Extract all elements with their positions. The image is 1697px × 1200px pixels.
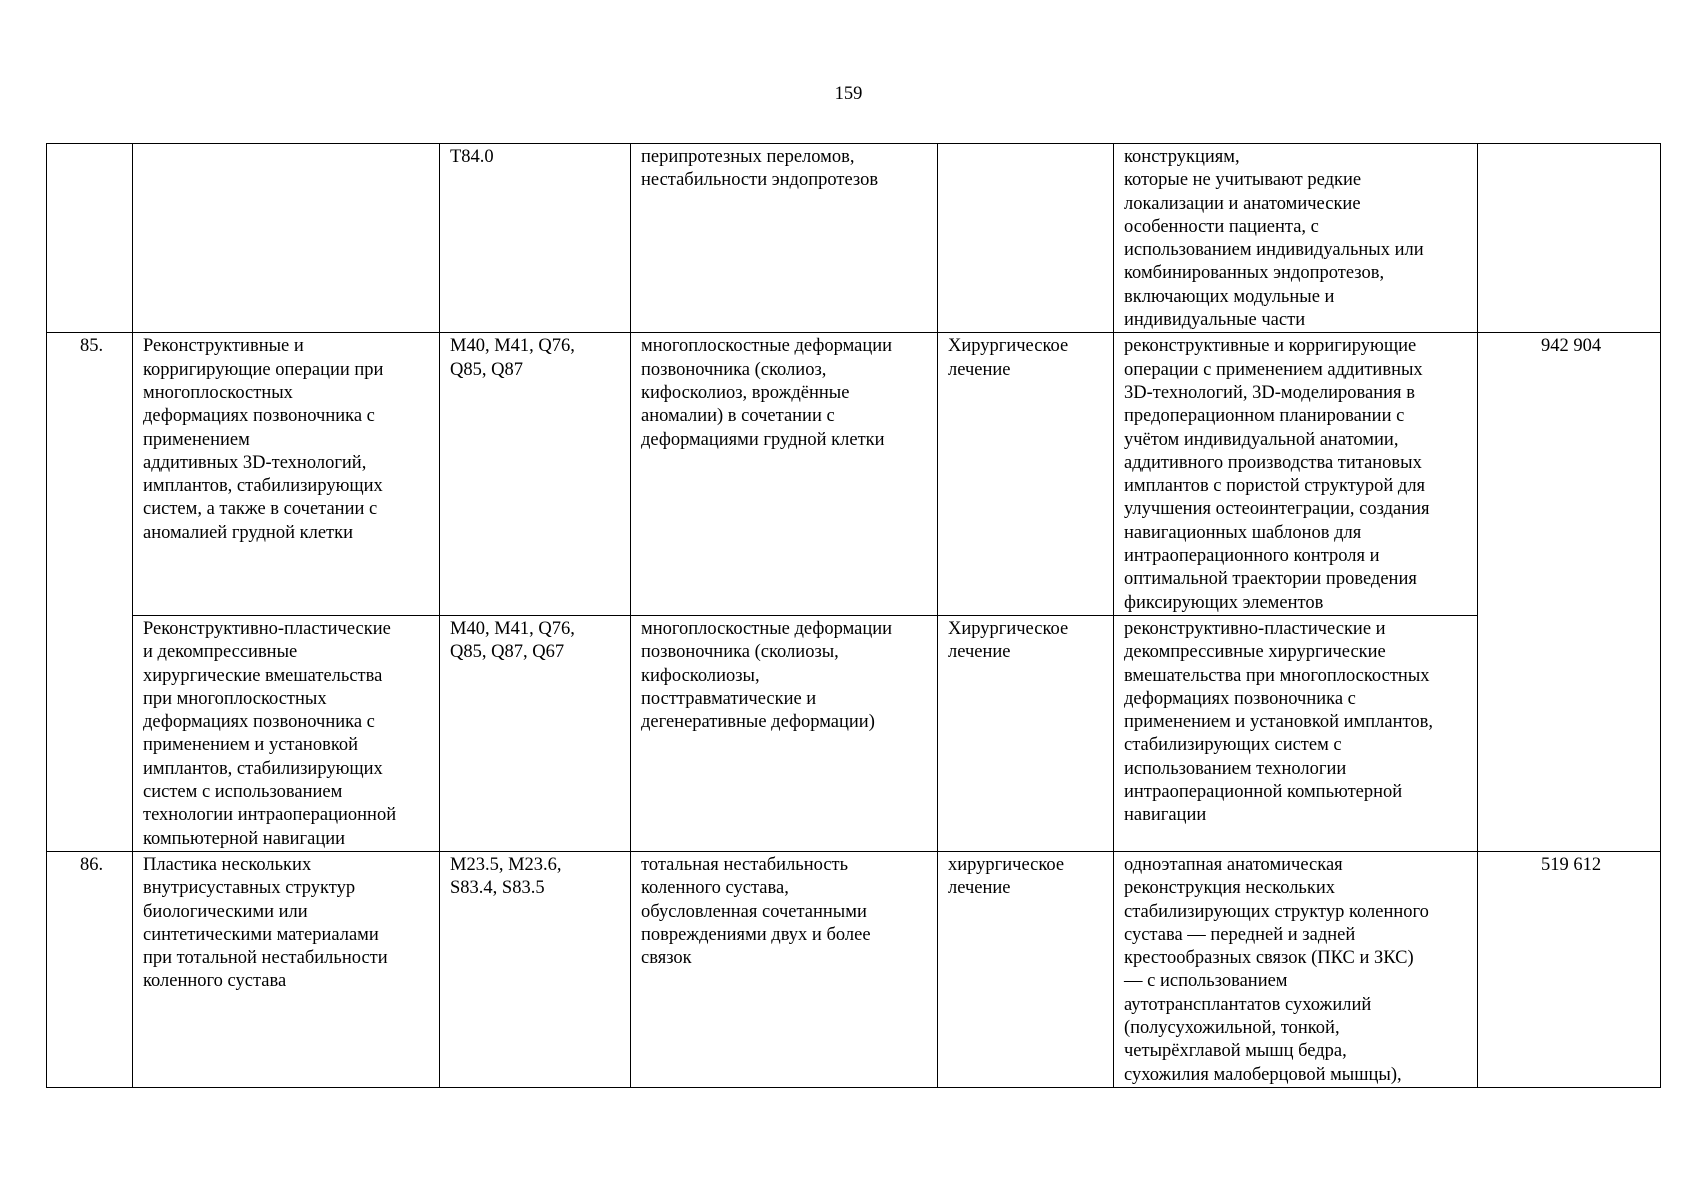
method-cell: реконструктивно-пластические и декомпрессивные хирургические вмешательства при многоплоскостных деформациях позвоночника с применением и установкой имплантов, стабилизирующих систем с использованием технологии интраоперационной компьютерной навигации (1114, 615, 1478, 851)
icd-codes-cell: M23.5, M23.6, S83.4, S83.5 (440, 851, 631, 1087)
treatment-type-cell: Хирургическое лечение (938, 333, 1114, 616)
cost-cell: 519 612 (1478, 851, 1661, 1087)
page-number: 159 (834, 84, 863, 104)
cost-cell: 942 904 (1478, 333, 1661, 852)
table-row-continuation (47, 144, 1661, 333)
method-cell: одноэтапная анатомическая реконструкция нескольких стабилизирующих структур коленного сустава — передней и задней крестообразных связок (ПКС и ЗКС) — с использованием аутотрансплантатов сухожилий (полусухожильной, тонкой, четырёхглавой мышц бедра, сухожилия малоберцовой мышцы), (1114, 851, 1478, 1087)
icd-codes-cell: M40, M41, Q76, Q85, Q87 (440, 333, 631, 616)
medical-care-table (46, 143, 1661, 1088)
diagnosis-cell: тотальная нестабильность коленного сустава, обусловленная сочетанными повреждениями двух и более связок (631, 851, 938, 1087)
cost-cell (1478, 144, 1661, 333)
icd-codes-cell: T84.0 (440, 144, 631, 333)
treatment-type-cell (938, 144, 1114, 333)
icd-codes-cell: M40, M41, Q76, Q85, Q87, Q67 (440, 615, 631, 851)
intervention-name-cell: Пластика нескольких внутрисуставных структур биологическими или синтетическими материалами при тотальной нестабильности коленного сустава (133, 851, 440, 1087)
treatment-type-cell: Хирургическое лечение (938, 615, 1114, 851)
intervention-name-cell: Реконструктивные и корригирующие операции при многоплоскостных деформациях позвоночника с применением аддитивных 3D-технологий, имплантов, стабилизирующих систем, а также в сочетании с аномалией грудной клетки (133, 333, 440, 616)
intervention-name-cell (133, 144, 440, 333)
row-number-cell: 85. (47, 333, 133, 852)
treatment-type-cell: хирургическое лечение (938, 851, 1114, 1087)
row-number-cell: 86. (47, 851, 133, 1087)
diagnosis-cell: перипротезных переломов, нестабильности эндопротезов (631, 144, 938, 333)
diagnosis-cell: многоплоскостные деформации позвоночника (сколиоз, кифосколиоз, врождённые аномалии) в сочетании с деформациями грудной клетки (631, 333, 938, 616)
intervention-name-cell: Реконструктивно-пластические и декомпрессивные хирургические вмешательства при многоплоскостных деформациях позвоночника с применением и установкой имплантов, стабилизирующих систем с использованием технологии интраоперационной компьютерной навигации (133, 615, 440, 851)
table-row-85 (47, 333, 1661, 616)
row-number-cell (47, 144, 133, 333)
table-row-85-sub (47, 615, 1661, 851)
table-row-86 (47, 851, 1661, 1087)
method-cell: конструкциям, которые не учитывают редкие локализации и анатомические особенности пациента, с использованием индивидуальных или комбинированных эндопротезов, включающих модульные и индивидуальные части (1114, 144, 1478, 333)
method-cell: реконструктивные и корригирующие операции с применением аддитивных 3D-технологий, 3D-моделирования в предоперационном планировании с учётом индивидуальной анатомии, аддитивного производства титановых имплантов с пористой структурой для улучшения остеоинтеграции, создания навигационных шаблонов для интраоперационного контроля и оптимальной траектории проведения фиксирующих элементов (1114, 333, 1478, 616)
diagnosis-cell: многоплоскостные деформации позвоночника (сколиозы, кифосколиозы, посттравматические и дегенеративные деформации) (631, 615, 938, 851)
